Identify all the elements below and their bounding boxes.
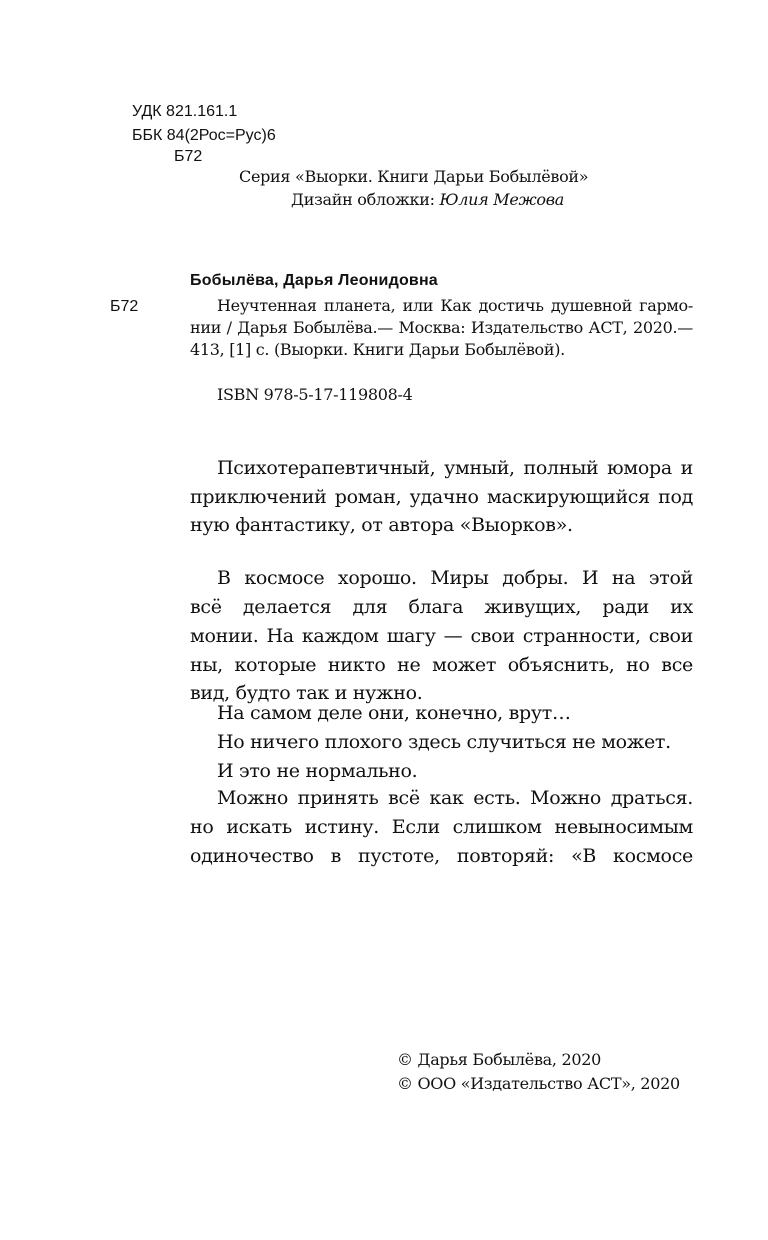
description-line: вид, будто так и нужно. xyxy=(190,682,423,704)
catalog-line: нии / Дарья Бобылёва.— Москва: Издательство АСТ, 2020.— xyxy=(190,318,693,337)
description-paragraph: И это не нормально. xyxy=(217,760,418,782)
description-line: В космосе хорошо. Миры добры. И на этой xyxy=(217,567,693,589)
description-line: ны, которые никто не может объяснить, но все xyxy=(190,654,693,676)
cover-designer-name: Юлия Межова xyxy=(439,190,564,209)
author-sign-side: Б72 xyxy=(110,298,139,315)
copyright-publisher: © ООО «Издательство АСТ», 2020 xyxy=(397,1074,680,1093)
catalog-line: 413, [1] с. (Выорки. Книги Дарьи Бобылёвой). xyxy=(190,340,565,359)
description-line: одиночество в пустоте, повторяй: «В космосе xyxy=(190,845,693,867)
description-paragraph: На самом деле они, конечно, врут… xyxy=(217,702,571,724)
cover-design-label: Дизайн обложки: xyxy=(291,190,440,209)
catalog-line: Неучтенная планета, или Как достичь душевной гармо- xyxy=(217,296,693,315)
cover-design-line xyxy=(291,190,564,209)
bbk-code: ББК 84(2Рос=Рус)6 xyxy=(132,127,276,144)
author-sign-top: Б72 xyxy=(174,148,203,165)
description-paragraph: Но ничего плохого здесь случиться не может. xyxy=(217,731,671,753)
annotation-line: приключений роман, удачно маскирующийся под xyxy=(190,486,693,508)
series-line: Серия «Выорки. Книги Дарьи Бобылёвой» xyxy=(239,167,589,186)
description-line: но искать истину. Если слишком невыносимым xyxy=(190,816,693,838)
isbn: ISBN 978-5-17-119808-4 xyxy=(217,385,413,404)
udk-code: УДК 821.161.1 xyxy=(132,103,238,120)
annotation-line: ную фантастику, от автора «Выорков». xyxy=(190,514,573,536)
annotation-line: Психотерапевтичный, умный, полный юмора и xyxy=(217,457,693,479)
copyright-author: © Дарья Бобылёва, 2020 xyxy=(397,1050,601,1069)
catalog-author: Бобылёва, Дарья Леонидовна xyxy=(190,272,438,289)
description-line: Можно принять всё как есть. Можно драться. xyxy=(217,787,693,809)
description-line: монии. На каждом шагу — свои странности, свои xyxy=(190,625,693,647)
description-line: всё делается для блага живущих, ради их xyxy=(190,596,693,618)
